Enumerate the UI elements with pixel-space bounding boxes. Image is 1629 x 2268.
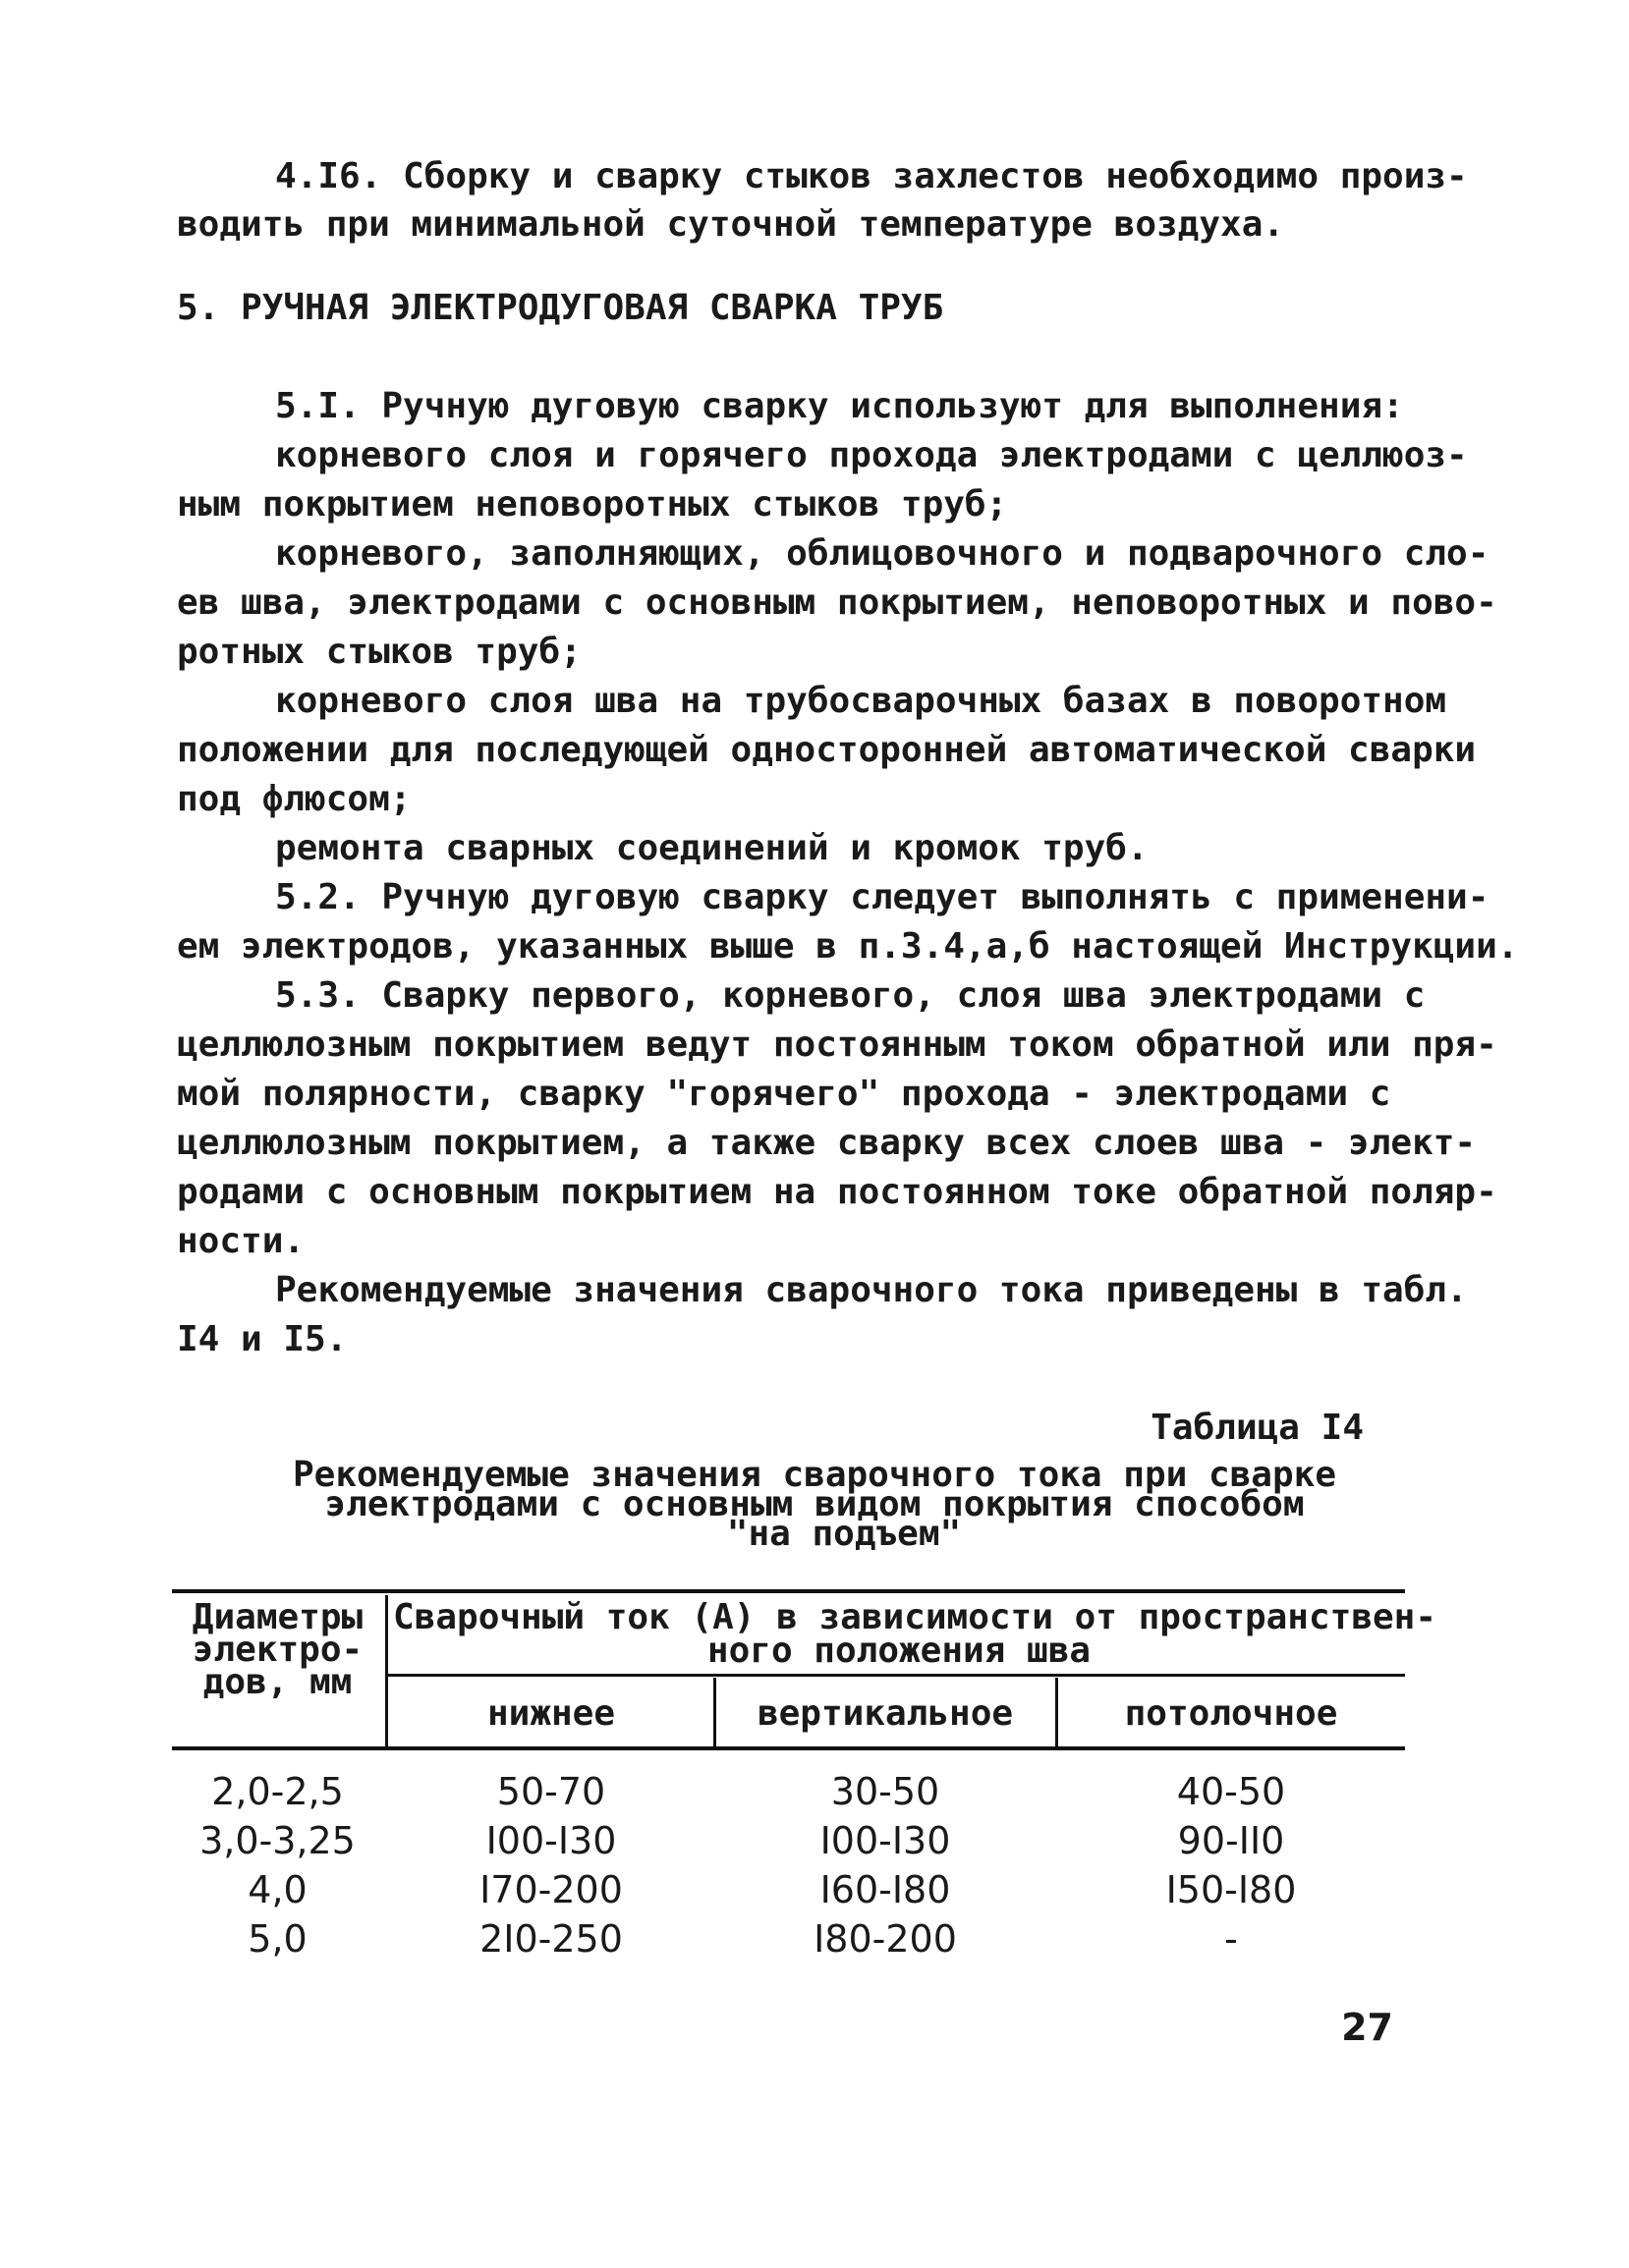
cell-diameter: 5,0	[248, 1917, 308, 1961]
page-number: 27	[1341, 2006, 1393, 2049]
section-5-line: под флюсом;	[177, 779, 412, 819]
section-5-line: ев шва, электродами с основным покрытием, неповоротных и пово-	[177, 582, 1497, 623]
cell-ceiling: -	[1224, 1917, 1238, 1961]
section-5-line: ем электродов, указанных выше в п.3.4,а,б настоящей Инструкции.	[177, 926, 1519, 967]
section-5-line: целлюлозным покрытием ведут постоянным током обратной или пря-	[177, 1024, 1497, 1065]
section-5-line: I4 и I5.	[177, 1319, 348, 1359]
section-5-line: целлюлозным покрытием, а также сварку всех слоев шва - элект-	[177, 1123, 1477, 1163]
table-caption-line3: "на подъем"	[726, 1514, 962, 1554]
cell-ceiling: I50-I80	[1165, 1868, 1297, 1911]
table-col-divider	[713, 1678, 716, 1746]
section-5-line: Рекомендуемые значения сварочного тока приведены в табл.	[275, 1270, 1468, 1310]
cell-bottom: I00-I30	[485, 1819, 617, 1862]
cell-vertical: I00-I30	[819, 1819, 951, 1862]
section-5-line: 5.3. Сварку первого, корневого, слоя шва электродами с	[275, 975, 1426, 1016]
section-5-line: ремонта сварных соединений и кромок труб.	[275, 828, 1149, 868]
cell-diameter: 3,0-3,25	[199, 1819, 356, 1862]
table-subheader-vertical: вертикальное	[757, 1693, 1014, 1734]
paragraph-4-16-line1: 4.I6. Сборку и сварку стыков захлестов необходимо произ-	[275, 156, 1468, 196]
cell-vertical: I80-200	[814, 1917, 957, 1961]
cell-vertical: I60-I80	[819, 1868, 951, 1911]
table-col-divider	[1055, 1678, 1058, 1746]
cell-ceiling: 40-50	[1176, 1770, 1286, 1813]
section-heading: 5. РУЧНАЯ ЭЛЕКТРОДУГОВАЯ СВАРКА ТРУБ	[177, 288, 944, 328]
section-5-line: 5.I. Ручную дуговую сварку используют для выполнения:	[275, 386, 1404, 426]
table-subheader-ceiling: потолочное	[1124, 1693, 1338, 1734]
table-caption-line1: Рекомендуемые значения сварочного тока при сварке	[292, 1455, 1337, 1495]
table-caption-line2: электродами с основным видом покрытия способом	[324, 1484, 1305, 1524]
section-5-line: корневого слоя и горячего прохода электродами с целлюоз-	[275, 435, 1468, 475]
table-top-rule	[172, 1589, 1405, 1593]
cell-vertical: 30-50	[830, 1770, 940, 1813]
table-label: Таблица I4	[1151, 1408, 1364, 1448]
paragraph-4-16-line2: водить при минимальной суточной температуре воздуха.	[177, 204, 1285, 245]
section-5-line: родами с основным покрытием на постоянном токе обратной поляр-	[177, 1172, 1497, 1212]
section-5-line: ротных стыков труб;	[177, 632, 582, 672]
section-5-line: 5.2. Ручную дуговую сварку следует выполнять с применени-	[275, 877, 1489, 917]
table-group-rule	[388, 1674, 1405, 1677]
section-5-line: мой полярности, сварку "горячего" прохода - электродами с	[177, 1074, 1391, 1114]
section-5-line: корневого слоя шва на трубосварочных базах в поворотном	[275, 681, 1447, 721]
cell-bottom: 2I0-250	[479, 1917, 623, 1961]
section-5-line: положении для последующей односторонней автоматической сварки	[177, 730, 1477, 770]
section-5-line: ности.	[177, 1221, 306, 1261]
cell-bottom: 50-70	[496, 1770, 606, 1813]
table-group-header: Сварочный ток (А) в зависимости от пространствен- ного положения шва	[393, 1597, 1437, 1671]
cell-ceiling: 90-II0	[1177, 1819, 1285, 1862]
section-5-line: ным покрытием неповоротных стыков труб;	[177, 484, 1008, 525]
cell-bottom: I70-200	[479, 1868, 623, 1911]
table-header-bottom-rule	[172, 1746, 1405, 1750]
cell-diameter: 2,0-2,5	[211, 1770, 344, 1813]
table-subheader-bottom: нижнее	[486, 1693, 616, 1734]
table-col-divider	[385, 1595, 388, 1746]
table-col1-header: Диаметры электро- дов, мм	[192, 1597, 364, 1702]
section-5-line: корневого, заполняющих, облицовочного и подварочного сло-	[275, 533, 1489, 574]
cell-diameter: 4,0	[248, 1868, 308, 1911]
